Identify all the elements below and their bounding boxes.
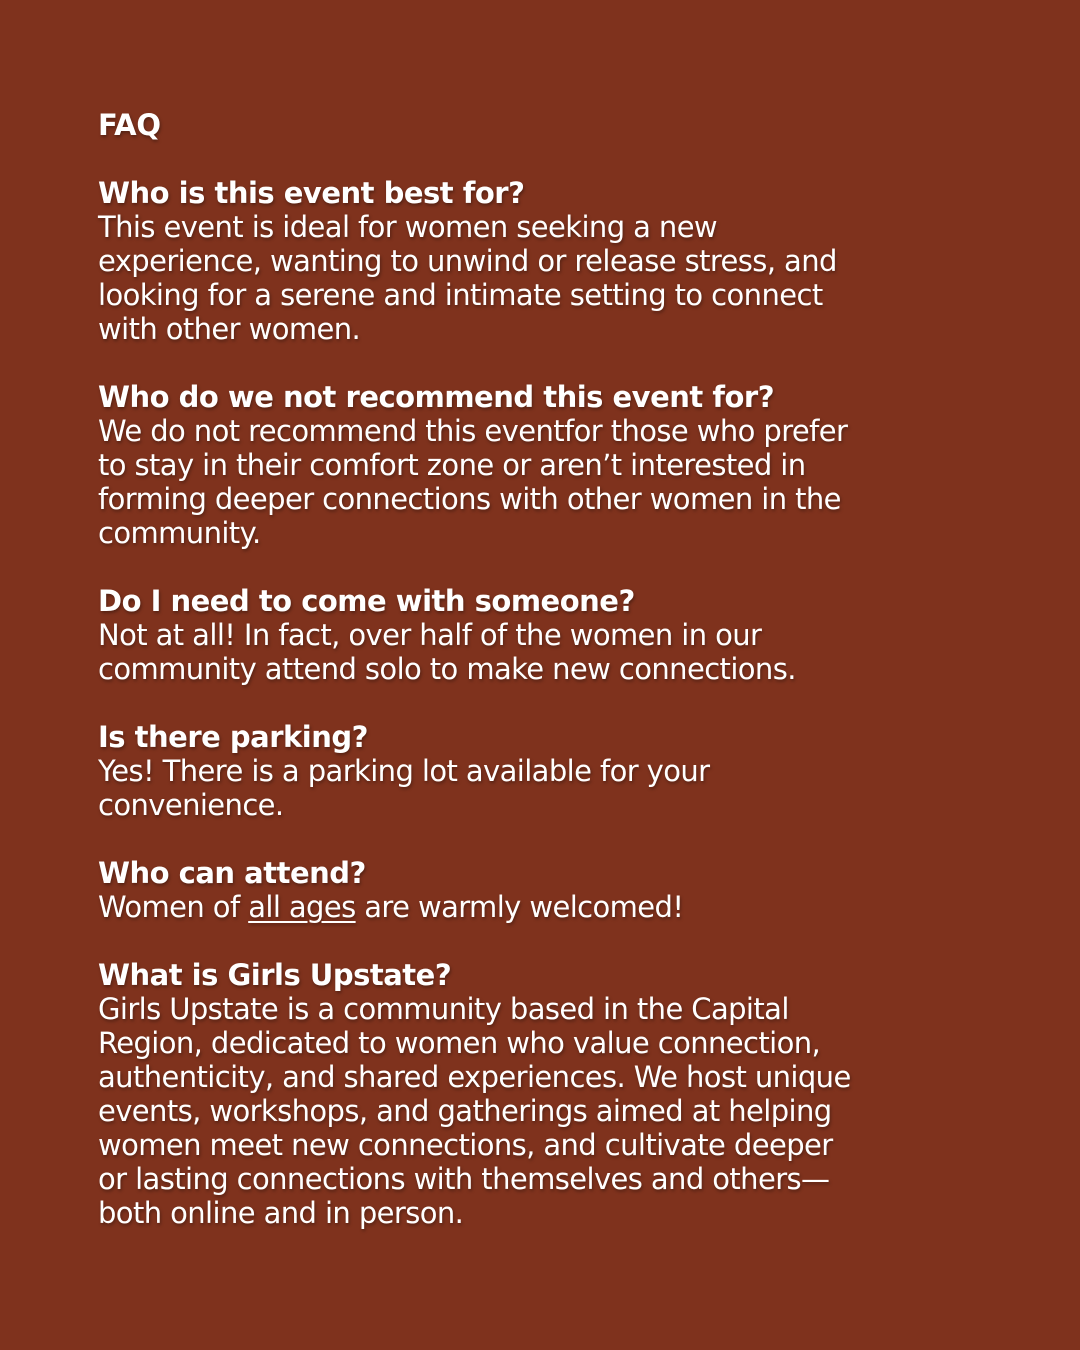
faq-answer: Not at all! In fact, over half of the women in our community attend solo to make new connections. [98, 618, 796, 686]
faq-item-parking [98, 720, 1020, 822]
faq-title: FAQ [98, 108, 161, 142]
answer-text-after: are warmly welcomed! [355, 890, 684, 924]
all-ages-link[interactable]: all ages [248, 890, 356, 924]
faq-item-not-recommended [98, 380, 1020, 550]
faq-question: Do I need to come with someone? [98, 584, 635, 618]
faq-answer: Yes! There is a parking lot available for your convenience. [98, 754, 710, 822]
faq-question: Who do we not recommend this event for? [98, 380, 775, 414]
answer-text-before: Women of [98, 890, 249, 924]
faq-item-what-is-girls-upstate [98, 958, 1020, 1230]
faq-answer: We do not recommend this eventfor those who prefer to stay in their comfort zone or aren’t interested in forming deeper connections with other women in the community. [98, 414, 848, 550]
faq-question: What is Girls Upstate? [98, 958, 452, 992]
faq-question: Who is this event best for? [98, 176, 525, 210]
faq-question: Who can attend? [98, 856, 366, 890]
faq-question: Is there parking? [98, 720, 368, 754]
faq-item-come-with-someone [98, 584, 1020, 686]
faq-item-best-for [98, 176, 1020, 346]
faq-answer: Girls Upstate is a community based in the Capital Region, dedicated to women who value connection, authenticity, and shared experiences. We host unique events, workshops, and gatherings aimed at helping women meet new connections, and cultivate deeper or lasting connections with themselves and others— both online and in person. [98, 992, 851, 1230]
faq-answer [98, 890, 1020, 924]
faq-answer: This event is ideal for women seeking a new experience, wanting to unwind or release stress, and looking for a serene and intimate setting to connect with other women. [98, 210, 837, 346]
faq-item-who-can-attend [98, 856, 1020, 924]
